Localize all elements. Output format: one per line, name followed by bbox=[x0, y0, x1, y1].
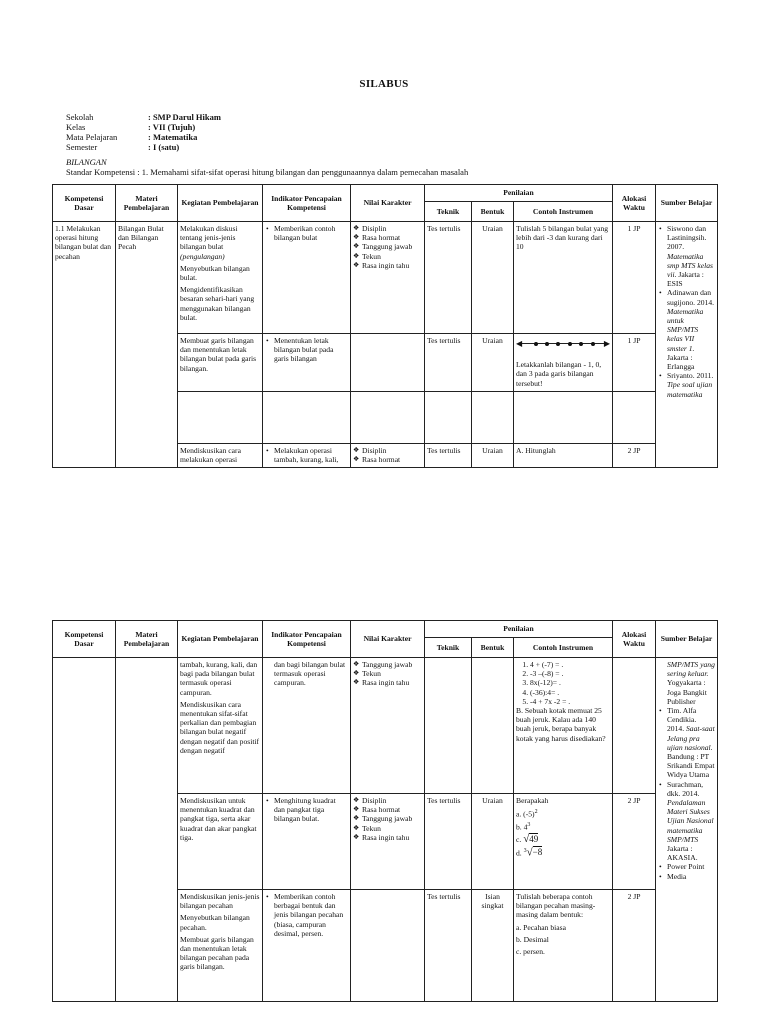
header-teknik: Teknik bbox=[425, 638, 472, 658]
arrow-left-icon: ◀ bbox=[516, 339, 523, 348]
root-index: 3 bbox=[523, 847, 527, 854]
karakter-item: ❖ Tanggung jawab bbox=[362, 814, 422, 823]
soal-item: 3. 8x(-12)= . bbox=[530, 678, 610, 687]
number-line-dot bbox=[579, 342, 583, 346]
cell-alokasi: 2 JP bbox=[613, 890, 656, 1002]
contoh-text: Letakkanlah bilangan - 1, 0, dan 3 pada garis bilangan tersebut! bbox=[516, 360, 602, 388]
cell-bentuk: Isian singkat bbox=[472, 890, 514, 1002]
sumber-publisher: Jakarta : Erlangga bbox=[667, 352, 695, 372]
karakter-item: ❖ Disiplin bbox=[362, 796, 422, 805]
standar-kompetensi: Standar Kompetensi : 1. Memahami sifat-sifat operasi hitung bilangan dan penggunaannya dalam pemecahan masalah bbox=[66, 167, 469, 177]
kegiatan-line: Melakukan diskusi tentang jenis-jenis bilangan bulat bbox=[180, 224, 238, 252]
cell-kegiatan: Mendiskusikan cara melakukan operasi bbox=[178, 444, 263, 468]
karakter-item: ❖ Rasa ingin tahu bbox=[362, 833, 422, 842]
header-penilaian: Penilaian bbox=[425, 621, 613, 638]
karakter-item: ❖ Disiplin bbox=[362, 446, 422, 455]
soal-a-text: a. (-5) bbox=[516, 809, 535, 819]
header-kd: Kompetensi Dasar bbox=[53, 185, 116, 222]
sumber-item: • Media bbox=[667, 872, 715, 881]
indikator-item: • Melakukan operasi tambah, kurang, kali, bbox=[274, 446, 348, 464]
cell-alokasi bbox=[613, 392, 656, 444]
cell-bentuk: Uraian bbox=[472, 794, 514, 890]
cell-karakter bbox=[351, 392, 425, 444]
syllabus-table-page-1 bbox=[52, 184, 718, 468]
sumber-author: Adinawan dan sugijono. 2014. bbox=[667, 288, 715, 307]
contoh-option: a. Pecahan biasa bbox=[516, 922, 566, 932]
cell-bentuk bbox=[472, 658, 514, 794]
sumber-item bbox=[667, 371, 715, 399]
info-key: Kelas bbox=[66, 122, 86, 132]
karakter-item: ❖ Tekun bbox=[362, 252, 422, 261]
soal-item: 2. -3 –(-8) = . bbox=[530, 669, 610, 678]
cell-alokasi: 1 JP bbox=[613, 334, 656, 392]
number-line-dot bbox=[556, 342, 560, 346]
sumber-author: Siswono dan Lastiningsih. 2007. bbox=[667, 224, 707, 252]
topic-label: BILANGAN bbox=[66, 157, 107, 167]
sumber-title: Pendalaman Materi Sukses Ujian Nasional matematika SMP/MTS bbox=[667, 798, 714, 844]
cell-kd bbox=[53, 658, 116, 1002]
indikator-text: dan bagi bilangan bulat termasuk operasi campuran. bbox=[274, 660, 346, 688]
header-bentuk: Bentuk bbox=[472, 202, 514, 222]
cell-indikator bbox=[263, 890, 351, 1002]
cell-sumber bbox=[656, 658, 718, 1002]
kegiatan-note: (pengulangan) bbox=[180, 251, 225, 261]
cell-indikator bbox=[263, 334, 351, 392]
cell-contoh: Tulislah 5 bilangan bulat yang lebih dari -3 dan kurang dari 10 bbox=[514, 222, 613, 334]
cell-alokasi: 2 JP bbox=[613, 794, 656, 890]
sumber-author: Surachman, dkk. 2014. bbox=[667, 779, 704, 798]
info-key: Sekolah bbox=[66, 112, 94, 122]
kd-text: 1.1 Melakukan operasi hitung bilangan bulat dan pecahan bbox=[55, 224, 112, 261]
soal-d bbox=[516, 847, 610, 858]
cell-karakter bbox=[351, 222, 425, 334]
header-indikator: Indikator Pencapaian Kompetensi bbox=[263, 621, 351, 658]
sumber-author: Sriyanto. 2011. bbox=[667, 371, 714, 381]
header-kegiatan: Kegiatan Pembelajaran bbox=[178, 185, 263, 222]
soal-b: B. Sebuah kotak memuat 25 buah jeruk. Kalau ada 140 buah jeruk, berapa banyak kotak yang harus disediakan? bbox=[516, 706, 606, 743]
cell-contoh bbox=[514, 890, 613, 1002]
cell-bentuk bbox=[472, 392, 514, 444]
header-karakter: Nilai Karakter bbox=[351, 621, 425, 658]
cell-indikator bbox=[263, 794, 351, 890]
kegiatan-text bbox=[180, 224, 260, 261]
number-line-dot bbox=[534, 342, 538, 346]
soal-b bbox=[516, 821, 610, 832]
karakter-item: ❖ Tanggung jawab bbox=[362, 660, 422, 669]
karakter-item: ❖ Tekun bbox=[362, 669, 422, 678]
kegiatan-text: tambah, kurang, kali, dan bagi pada bilangan bulat termasuk operasi campuran. bbox=[180, 660, 258, 697]
cell-karakter bbox=[351, 444, 425, 468]
sumber-publisher: Yogyakarta : Joga Bangkit Publisher bbox=[667, 678, 707, 706]
cell-teknik: Tes tertulis bbox=[425, 334, 472, 392]
cell-karakter bbox=[351, 890, 425, 1002]
cell-karakter bbox=[351, 794, 425, 890]
soal-d-text: d. bbox=[516, 848, 522, 858]
cell-teknik: Tes tertulis bbox=[425, 222, 472, 334]
header-kd: Kompetensi Dasar bbox=[53, 621, 116, 658]
header-sumber: Sumber Belajar bbox=[656, 185, 718, 222]
contoh-option: b. Desimal bbox=[516, 934, 549, 944]
soal-c bbox=[516, 832, 610, 845]
cell-teknik bbox=[425, 392, 472, 444]
cell-karakter bbox=[351, 334, 425, 392]
sumber-title: Matematika smp MTS kelas vii. bbox=[667, 251, 713, 280]
cell-bentuk: Uraian bbox=[472, 222, 514, 334]
kegiatan-text: Mengidentifikasikan besaran sehari-hari yang menggunakan bilangan bulat. bbox=[180, 285, 255, 322]
materi-text: Bilangan Bulat dan Bilangan Pecah bbox=[118, 224, 164, 252]
cell-karakter bbox=[351, 658, 425, 794]
sumber-author: Tim. Alfa Cendikia. 2014. bbox=[667, 706, 697, 734]
info-value: : SMP Darul Hikam bbox=[148, 112, 221, 122]
cell-contoh bbox=[514, 334, 613, 392]
indikator-item: • Menentukan letak bilangan bulat pada garis bilangan bbox=[274, 336, 348, 364]
header-penilaian: Penilaian bbox=[425, 185, 613, 202]
cell-contoh: A. Hitunglah bbox=[514, 444, 613, 468]
cell-kd bbox=[53, 222, 116, 468]
cell-indikator bbox=[263, 392, 351, 444]
soal-b-text: b. 4 bbox=[516, 822, 528, 832]
radicand: −8 bbox=[532, 847, 543, 858]
number-line-axis bbox=[522, 343, 604, 344]
cell-kegiatan: Membuat garis bilangan dan menentukan letak bilangan bulat pada garis bilangan. bbox=[178, 334, 263, 392]
header-materi: Materi Pembelajaran bbox=[116, 185, 178, 222]
soal-c-text: c. bbox=[516, 834, 522, 844]
cell-teknik: Tes tertulis bbox=[425, 890, 472, 1002]
sumber-title: Saat-saat Jelang pra ujian nasional. bbox=[667, 724, 715, 752]
number-line-dot bbox=[591, 342, 595, 346]
header-kegiatan: Kegiatan Pembelajaran bbox=[178, 621, 263, 658]
sumber-item bbox=[667, 706, 715, 780]
karakter-item: ❖ Tekun bbox=[362, 824, 422, 833]
cell-bentuk: Uraian bbox=[472, 444, 514, 468]
exponent: 3 bbox=[527, 821, 531, 828]
soal-item: 4. (-36):4= . bbox=[530, 688, 610, 697]
info-value: : I (satu) bbox=[148, 142, 180, 152]
kegiatan-text: Membuat garis bilangan dan menentukan letak bilangan pecahan pada garis bilangan. bbox=[180, 934, 254, 972]
cell-kegiatan bbox=[178, 658, 263, 794]
info-value: : VII (Tujuh) bbox=[148, 122, 196, 132]
cell-materi bbox=[116, 222, 178, 468]
indikator-item: • Memberikan contoh berbagai bentuk dan jenis bilangan pecahan (biasa, campuran desimal, persen. bbox=[274, 892, 348, 938]
soal-question: Berapakah bbox=[516, 796, 549, 805]
cell-kegiatan bbox=[178, 890, 263, 1002]
kegiatan-text: Menyebutkan bilangan bulat. bbox=[180, 263, 250, 283]
karakter-item: ❖ Rasa ingin tahu bbox=[362, 678, 422, 687]
cell-kegiatan bbox=[178, 222, 263, 334]
kegiatan-text: Mendiskusikan cara menentukan sifat-sifat perkalian dan pembagian bilangan bulat negatif dengan negatif dan positif dengan negatif bbox=[180, 699, 260, 755]
sumber-item bbox=[667, 224, 715, 288]
exponent: 2 bbox=[534, 809, 538, 816]
number-line bbox=[516, 339, 610, 348]
kegiatan-text: Mendiskusikan jenis-jenis bilangan pecahan bbox=[180, 892, 260, 911]
soal-item: 5. -4 + 7x -2 = . bbox=[530, 697, 610, 706]
indikator-item: • Memberikan contoh bilangan bulat bbox=[274, 224, 348, 242]
cell-kegiatan: Mendiskusikan untuk menentukan kuadrat dan pangkat tiga, serta akar kuadrat dan akar pangkat tiga. bbox=[178, 794, 263, 890]
contoh-text: Tulislah beberapa contoh bilangan pecahan masing-masing dalam bentuk: bbox=[516, 892, 596, 920]
cell-materi bbox=[116, 658, 178, 1002]
info-key: Mata Pelajaran bbox=[66, 132, 118, 142]
sumber-publisher: Bandung : PT Srikandi Empat Widya Utama bbox=[667, 752, 715, 780]
info-value: : Matematika bbox=[148, 132, 198, 142]
header-contoh: Contoh Instrumen bbox=[514, 202, 613, 222]
header-karakter: Nilai Karakter bbox=[351, 185, 425, 222]
header-contoh: Contoh Instrumen bbox=[514, 638, 613, 658]
cell-kegiatan bbox=[178, 392, 263, 444]
indikator-item: • Menghitung kuadrat dan pangkat tiga bilangan bulat. bbox=[274, 796, 348, 824]
cell-indikator bbox=[263, 658, 351, 794]
number-line-dot bbox=[545, 342, 549, 346]
cell-indikator bbox=[263, 444, 351, 468]
sumber-publisher: Jakarta : ESIS bbox=[667, 270, 704, 289]
header-alokasi: Alokasi Waktu bbox=[613, 621, 656, 658]
karakter-item: ❖ Rasa ingin tahu bbox=[362, 261, 422, 270]
sumber-item bbox=[667, 288, 715, 371]
header-sumber: Sumber Belajar bbox=[656, 621, 718, 658]
info-key: Semester bbox=[66, 142, 98, 152]
karakter-item: ❖ Rasa hormat bbox=[362, 233, 422, 242]
syllabus-table-page-2 bbox=[52, 620, 718, 1002]
cell-alokasi: 1 JP bbox=[613, 222, 656, 334]
karakter-item: ❖ Disiplin bbox=[362, 224, 422, 233]
sumber-continued bbox=[658, 660, 715, 706]
soal-a bbox=[516, 808, 610, 819]
cell-teknik: Tes tertulis bbox=[425, 444, 472, 468]
cell-contoh bbox=[514, 658, 613, 794]
radicand: 49 bbox=[529, 833, 539, 844]
cell-alokasi bbox=[613, 658, 656, 794]
cell-indikator bbox=[263, 222, 351, 334]
sumber-title: SMP/MTS yang sering keluar. bbox=[667, 660, 715, 679]
sumber-title: Tipe soal ujian matematika bbox=[667, 380, 713, 399]
number-line-dot bbox=[568, 342, 572, 346]
karakter-item: ❖ Rasa hormat bbox=[362, 455, 422, 464]
soal-item: 1. 4 + (-7) = . bbox=[530, 660, 610, 669]
sqrt-icon: √ bbox=[523, 832, 530, 845]
karakter-item: ❖ Rasa hormat bbox=[362, 805, 422, 814]
sumber-publisher: Jakarta : AKASIA. bbox=[667, 844, 698, 863]
document-title: SILABUS bbox=[359, 78, 409, 90]
cell-teknik bbox=[425, 658, 472, 794]
sumber-item: • Power Point bbox=[667, 862, 715, 871]
header-alokasi: Alokasi Waktu bbox=[613, 185, 656, 222]
header-materi: Materi Pembelajaran bbox=[116, 621, 178, 658]
kegiatan-text: Menyebutkan bilangan pecahan. bbox=[180, 913, 250, 932]
sqrt-icon: √ bbox=[526, 846, 533, 859]
sumber-title: Matematika untuk SMP/MTS kelas VII smster 1. bbox=[667, 306, 704, 353]
header-indikator: Indikator Pencapaian Kompetensi bbox=[263, 185, 351, 222]
cell-sumber bbox=[656, 222, 718, 468]
cell-alokasi: 2 JP bbox=[613, 444, 656, 468]
karakter-item: ❖ Tanggung jawab bbox=[362, 242, 422, 251]
cell-contoh bbox=[514, 794, 613, 890]
cell-bentuk: Uraian bbox=[472, 334, 514, 392]
arrow-right-icon: ▶ bbox=[603, 339, 610, 348]
contoh-option: c. persen. bbox=[516, 947, 545, 957]
cell-contoh bbox=[514, 392, 613, 444]
sumber-item bbox=[667, 780, 715, 863]
document-info bbox=[66, 112, 221, 152]
header-teknik: Teknik bbox=[425, 202, 472, 222]
cell-teknik: Tes tertulis bbox=[425, 794, 472, 890]
header-bentuk: Bentuk bbox=[472, 638, 514, 658]
